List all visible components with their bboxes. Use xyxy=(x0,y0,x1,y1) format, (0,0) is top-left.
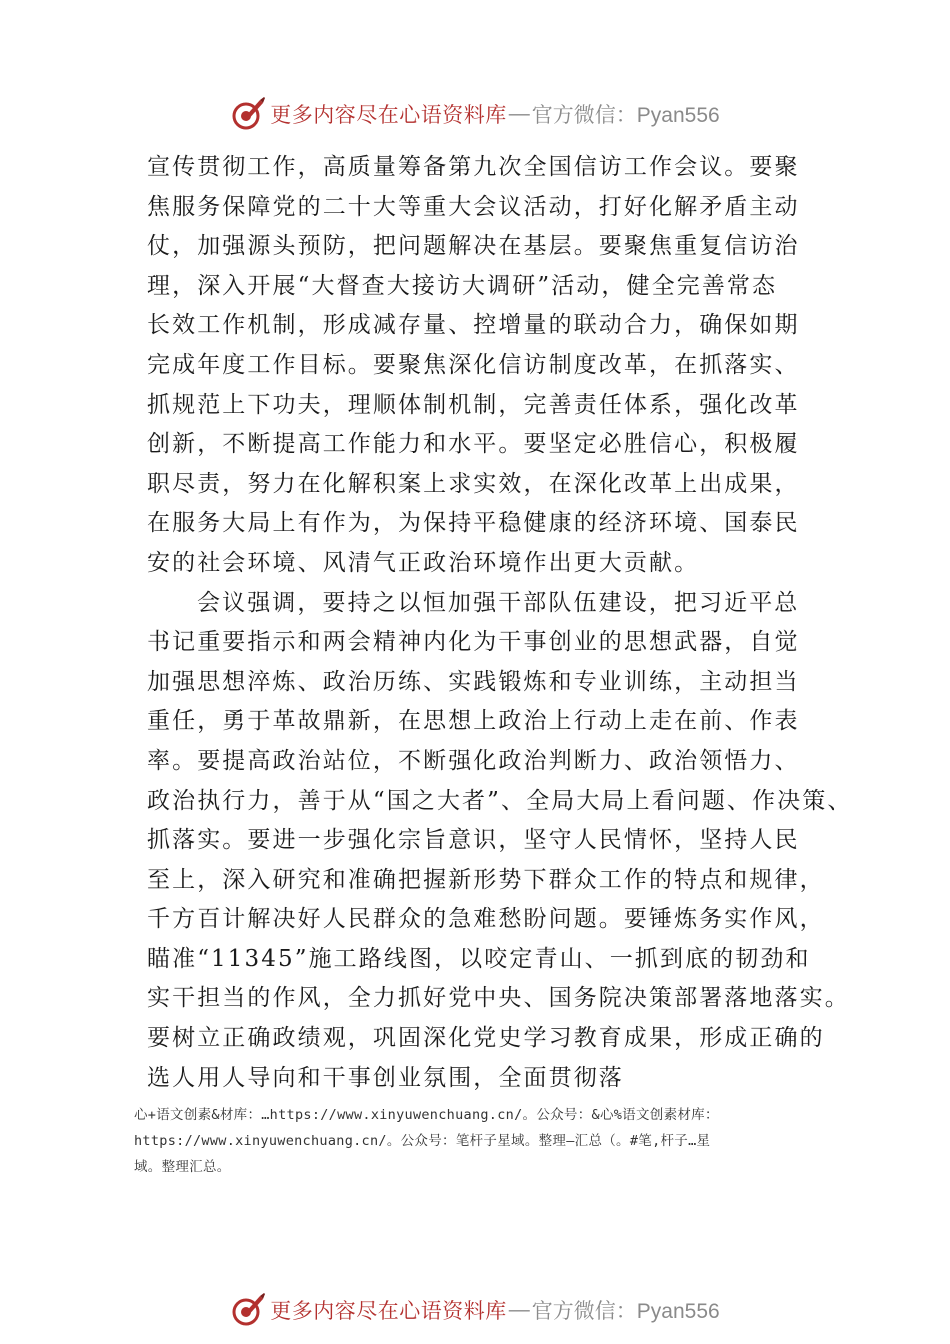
text-line: 千方百计解决好人民群众的急难愁盼问题。要锤炼务实作风， xyxy=(147,906,825,933)
footer-banner xyxy=(0,1288,950,1332)
text-line: 政治执行力，善于从“国之大者”、全局大局上看问题、作决策、 xyxy=(147,787,853,814)
footnote-line: 域。整理汇总。 xyxy=(134,1159,231,1175)
banner-dash: — xyxy=(508,1298,530,1321)
text-line: 抓落实。要进一步强化宗旨意识，坚守人民情怀，坚持人民 xyxy=(147,827,800,854)
text-line: 实干担当的作风，全力抓好党中央、国务院决策部署落地落实。 xyxy=(147,985,850,1012)
text-line: 抓规范上下功夫，理顺体制机制，完善责任体系，强化改革 xyxy=(147,391,800,418)
text-line: 书记重要指示和两会精神内化为干事创业的思想武器，自觉 xyxy=(147,629,800,656)
text-line: 焦服务保障党的二十大等重大会议活动，打好化解矛盾主动 xyxy=(147,193,800,220)
text-line: 宣传贯彻工作，高质量筹备第九次全国信访工作会议。要聚 xyxy=(147,154,800,180)
text-line: 率。要提高政治站位，不断强化政治判断力、政治领悟力、 xyxy=(147,747,800,774)
text-line: 完成年度工作目标。要聚焦深化信访制度改革，在抓落实、 xyxy=(147,351,800,378)
quill-pen-seal-logo-icon xyxy=(230,96,266,132)
text-line: 加强思想淬炼、政治历练、实践锻炼和专业训练，主动担当 xyxy=(147,668,800,695)
text-line: 瞄准“11345”施工路线图，以咬定青山、一抓到底的韧劲和 xyxy=(147,945,811,972)
document-body xyxy=(147,148,853,1098)
text-line: 选人用人导向和干事创业氛围，全面贯彻落 xyxy=(147,1064,624,1091)
banner-promo-text: 更多内容尽在心语资料库 xyxy=(270,1299,507,1323)
text-line: 安的社会环境、风清气正政治环境作出更大贡献。 xyxy=(147,549,700,576)
banner-dash: — xyxy=(508,102,530,125)
header-banner xyxy=(0,92,950,136)
quill-pen-seal-logo-icon xyxy=(230,1292,266,1328)
text-line: 职尽责，努力在化解积案上求实效，在深化改革上出成果， xyxy=(147,470,800,497)
footnote-line: 心+语文创素&材库：…https://www.xinyuwenchuang.cn/。公众号：&心%语文创素材库： xyxy=(134,1107,719,1123)
text-line: 创新，不断提高工作能力和水平。要坚定必胜信心，积极履 xyxy=(147,431,800,458)
text-line: 重任，勇于革故鼎新，在思想上政治上行动上走在前、作表 xyxy=(147,708,800,735)
text-line: 要树立正确政绩观，巩固深化党史学习教育成果，形成正确的 xyxy=(147,1025,825,1052)
text-line: 理，深入开展“大督查大接访大调研”活动，健全完善常态 xyxy=(147,272,778,299)
text-line: 长效工作机制，形成减存量、控增量的联动合力，确保如期 xyxy=(147,312,800,339)
text-line: 至上，深入研究和准确把握新形势下群众工作的特点和规律， xyxy=(147,866,825,893)
banner-wechat-text: 官方微信：Pyan556 xyxy=(531,1300,720,1323)
source-footnote xyxy=(134,1102,834,1180)
banner-wechat-text: 官方微信：Pyan556 xyxy=(531,104,720,127)
text-line: 在服务大局上有作为，为保持平稳健康的经济环境、国泰民 xyxy=(147,510,800,537)
footnote-line: https://www.xinyuwenchuang.cn/。公众号：笔杆子星域。整理—汇总（。#笔,杆子…星 xyxy=(134,1133,711,1149)
banner-promo-text: 更多内容尽在心语资料库 xyxy=(270,103,507,127)
paragraph-start-line: 会议强调，要持之以恒加强干部队伍建设，把习近平总 xyxy=(197,589,800,616)
text-line: 仗，加强源头预防，把问题解决在基层。要聚焦重复信访治 xyxy=(147,233,800,260)
